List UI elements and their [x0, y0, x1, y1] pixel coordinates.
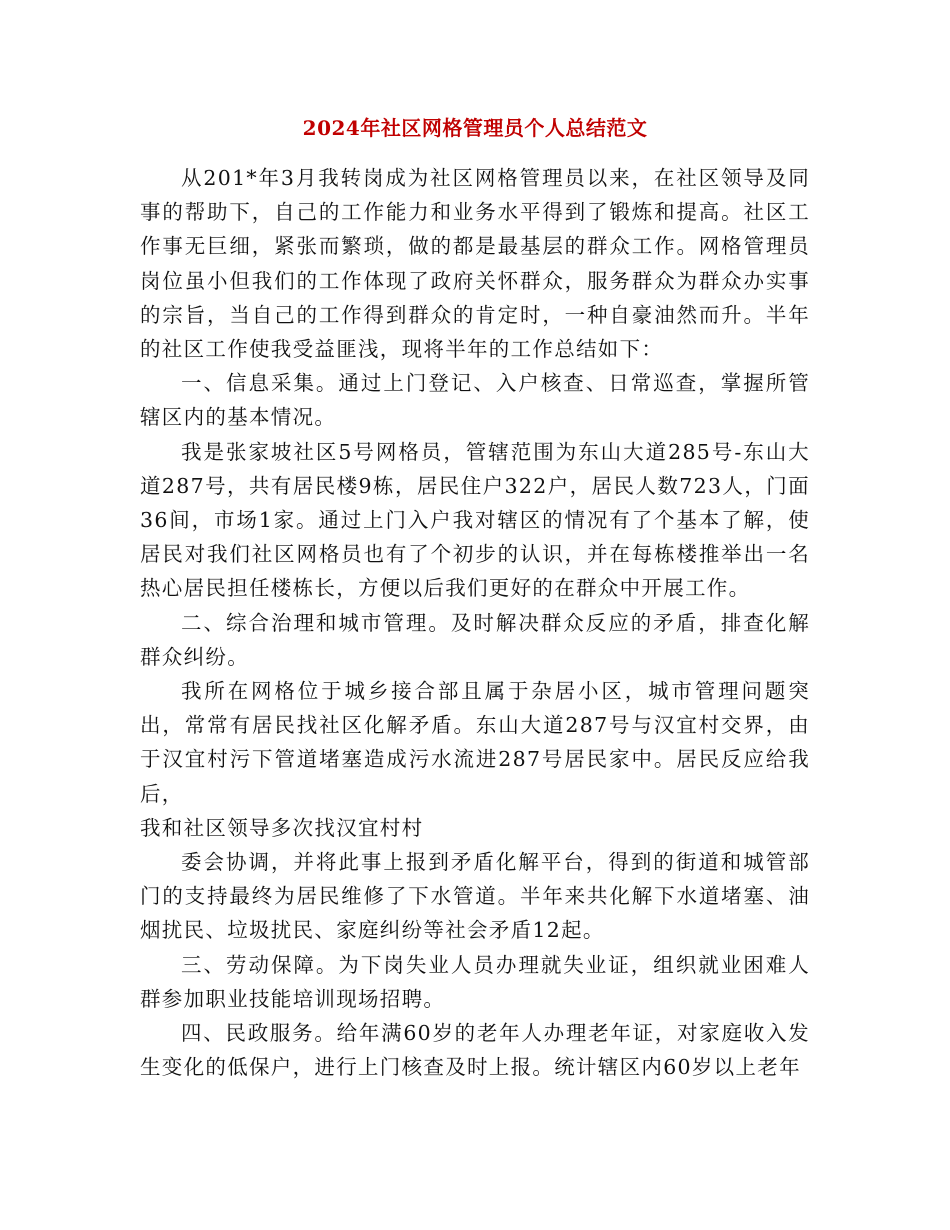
paragraph-section-4: 四、民政服务。给年满60岁的老年人办理老年证，对家庭收入发生变化的低保户，进行上门核查及时上报。统计辖区内60岁以上老年 — [140, 1021, 810, 1080]
paragraph-section-2-continued-line: 我和社区领导多次找汉宜村村 — [140, 815, 424, 840]
document-title: 2024年社区网格管理员个人总结范文 — [302, 116, 648, 140]
paragraph-section-2-body-continued: 委会协调，并将此事上报到矛盾化解平台，得到的街道和城管部门的支持最终为居民维修了下水管道。半年来共化解下水道堵塞、油烟扰民、垃圾扰民、家庭纠纷等社会矛盾12起。 — [140, 850, 810, 943]
paragraph-section-1-heading: 一、信息采集。通过上门登记、入户核查、日常巡查，掌握所管辖区内的基本情况。 — [140, 371, 810, 430]
paragraph-section-1-body: 我是张家坡社区5号网格员，管辖范围为东山大道285号-东山大道287号，共有居民楼9栋，居民住户322户，居民人数723人，门面36间，市场1家。通过上门入户我对辖区的情况有了个基本了解，使居民对我们社区网格员也有了个初步的认识，并在每栋楼推举出一名热心居民担任楼栋长，方便以后我们更好的在群众中开展工作。 — [140, 439, 810, 601]
paragraph-section-2-heading: 二、综合治理和城市管理。及时解决群众反应的矛盾，排查化解群众纠纷。 — [140, 610, 810, 669]
paragraph-intro: 从201*年3月我转岗成为社区网格管理员以来，在社区领导及同事的帮助下，自己的工作能力和业务水平得到了锻炼和提高。社区工作事无巨细，紧张而繁琐，做的都是最基层的群众工作。网格管理员岗位虽小但我们的工作体现了政府关怀群众，服务群众为群众办实事的宗旨，当自己的工作得到群众的肯定时，一种自豪油然而升。半年的社区工作使我受益匪浅，现将半年的工作总结如下： — [140, 166, 810, 362]
paragraph-section-2-body: 我所在网格位于城乡接合部且属于杂居小区，城市管理问题突出，常常有居民找社区化解矛盾。东山大道287号与汉宜村交界，由于汉宜村污下管道堵塞造成污水流进287号居民家中。居民反应给我后， — [140, 679, 810, 806]
paragraph-section-3: 三、劳动保障。为下岗失业人员办理就失业证，组织就业困难人群参加职业技能培训现场招聘。 — [140, 952, 810, 1011]
